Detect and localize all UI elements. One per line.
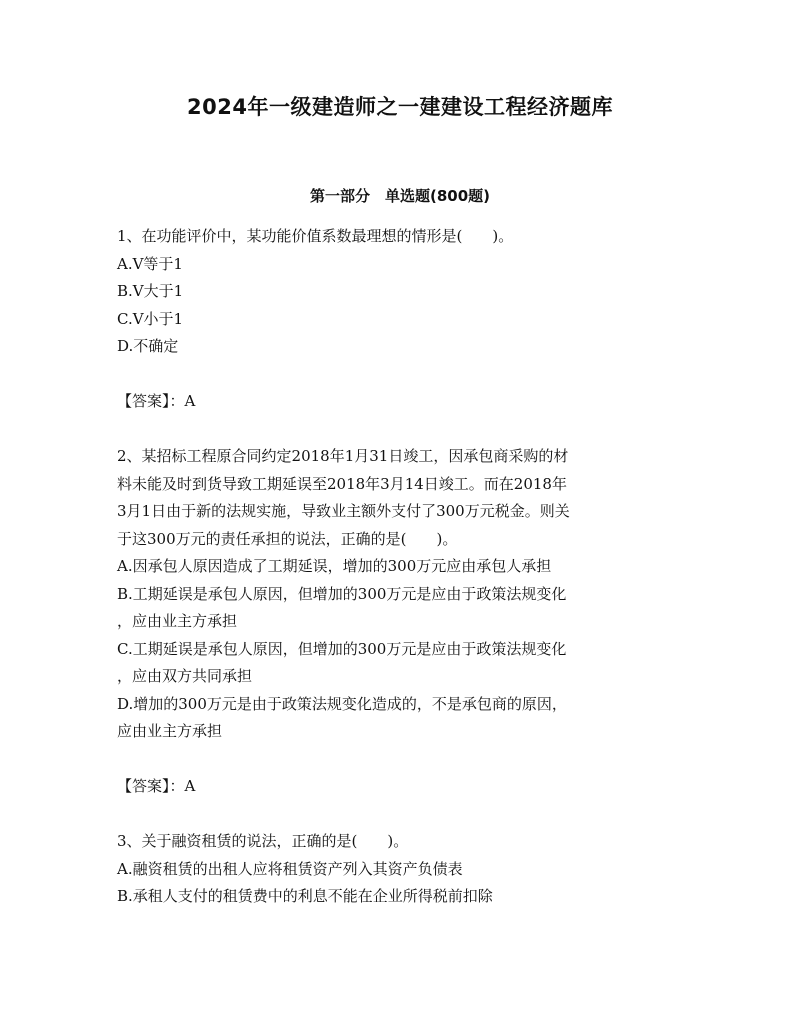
- option-a: A.V等于1: [117, 254, 183, 273]
- option-c: C.工期延误是承包人原因，但增加的300万元是应由于政策法规变化: [117, 639, 567, 658]
- answer-label: 【答案】：: [117, 392, 185, 410]
- option-d-continued: 应由业主方承担: [117, 722, 223, 740]
- option-d: D.不确定: [117, 337, 179, 355]
- option-c: C.V小于1: [117, 309, 184, 328]
- question-3: [117, 828, 687, 911]
- question-stem: 3月1日由于新的法规实施，导致业主额外支付了300万元税金。则关: [117, 502, 570, 520]
- answer-label: 【答案】：: [117, 777, 185, 795]
- question-stem: 料未能及时到货导致工期延误至2018年3月14日竣工。而在2018年: [117, 474, 567, 493]
- answer-line: [117, 388, 687, 416]
- question-2: [117, 443, 687, 828]
- answer-value: A: [184, 777, 196, 795]
- section-title: 第一部分 单选题(800题): [309, 187, 491, 205]
- option-d: D.增加的300万元是由于政策法规变化造成的，不是承包商的原因，: [117, 694, 567, 713]
- option-b: B.工期延误是承包人原因，但增加的300万元是应由于政策法规变化: [117, 584, 567, 603]
- option-a: A.融资租赁的出租人应将租赁资产列入其资产负债表: [117, 859, 463, 878]
- document-title: 2024年一级建造师之一建建设工程经济题库: [187, 95, 613, 119]
- option-c-continued: ，应由双方共同承担: [117, 667, 253, 685]
- question-stem: 3、关于融资租赁的说法，正确的是( )。: [117, 832, 409, 850]
- answer-line: [117, 773, 687, 801]
- question-list: [117, 223, 687, 911]
- spacer: [117, 746, 687, 774]
- question-stem: 2、某招标工程原合同约定2018年1月31日竣工，因承包商采购的材: [117, 447, 569, 465]
- question-stem: 1、在功能评价中，某功能价值系数最理想的情形是( )。: [117, 227, 514, 245]
- question-stem: 于这300万元的责任承担的说法，正确的是( )。: [117, 529, 458, 548]
- answer-value: A: [184, 392, 196, 410]
- option-b: B.V大于1: [117, 282, 184, 300]
- question-1: [117, 223, 687, 443]
- spacer: [117, 361, 687, 389]
- option-a: A.因承包人原因造成了工期延误，增加的300万元应由承包人承担: [117, 557, 552, 575]
- spacer: [117, 416, 687, 444]
- spacer: [117, 801, 687, 829]
- option-b-continued: ，应由业主方承担: [117, 612, 238, 630]
- option-b: B.承租人支付的租赁费中的利息不能在企业所得税前扣除: [117, 887, 493, 905]
